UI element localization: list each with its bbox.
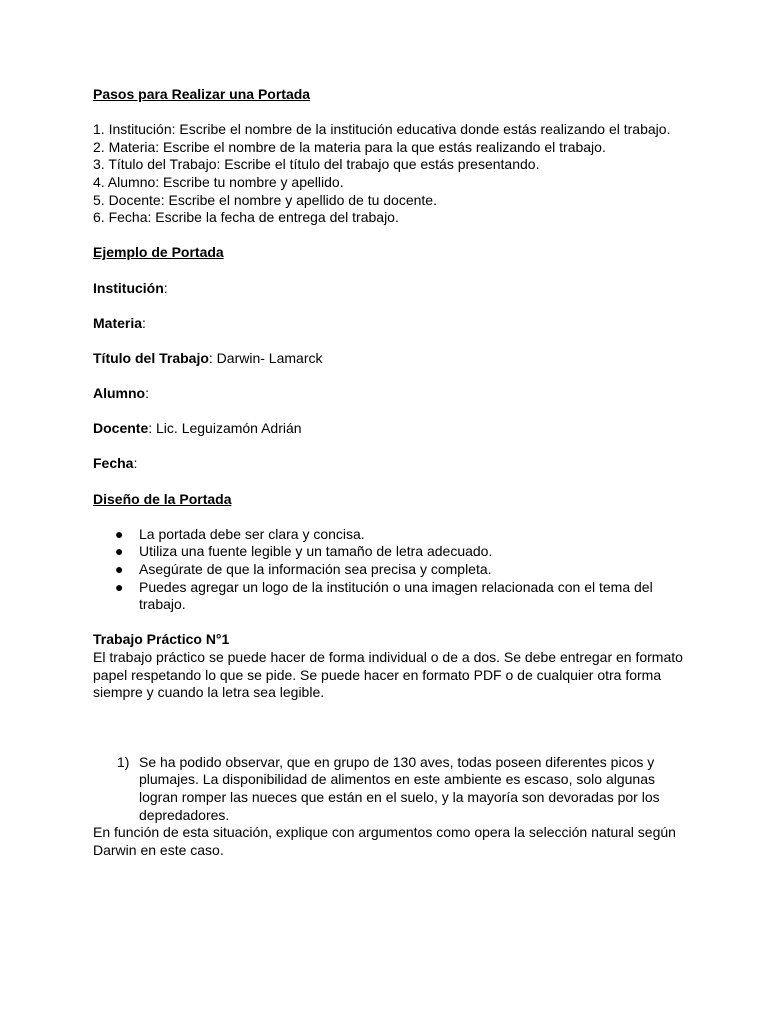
step-item: 5. Docente: Escribe el nombre y apellido de tu docente.	[93, 191, 437, 208]
field-label: Institución	[93, 279, 164, 296]
example-heading: Ejemplo de Portada	[93, 244, 224, 261]
field-label: Fecha	[93, 455, 134, 472]
field-separator: :	[133, 455, 138, 472]
bullet-text: La portada debe ser clara y concisa.	[139, 525, 365, 542]
field-separator: :	[145, 385, 149, 402]
step-item: 2. Materia: Escribe el nombre de la materia para la que estás realizando el trabajo.	[93, 138, 606, 155]
question-text: Se ha podido observar, que en grupo de 130 aves, todas poseen diferentes picos y plumajes. La disponibilidad de alimentos en este ambiente es escaso, solo algunas logran romper las nueces que están en el suelo, y la mayoría son devoradas por los depredadores.	[139, 753, 660, 823]
bullet-icon: ●	[115, 578, 124, 595]
step-item: 1. Institución: Escribe el nombre de la institución educativa donde estás realizando el trabajo.	[93, 121, 671, 138]
practical-body: El trabajo práctico se puede hacer de forma individual o de a dos. Se debe entregar en formato papel respetando lo que se pide. Se puede hacer en formato PDF o de cualquier otra forma siempre y cuando la letra sea legible.	[93, 649, 683, 701]
steps-heading: Pasos para Realizar una Portada	[93, 86, 311, 102]
step-item: 6. Fecha: Escribe la fecha de entrega del trabajo.	[93, 209, 399, 226]
list-item	[93, 579, 683, 614]
field-label: Docente	[93, 420, 149, 437]
step-item: 4. Alumno: Escribe tu nombre y apellido.	[93, 173, 344, 190]
field-value: Darwin- Lamarck	[212, 349, 323, 366]
list-item	[93, 543, 683, 561]
question-list	[93, 754, 683, 824]
closing-prompt: En función de esta situación, explique con argumentos como opera la selección natural según Darwin en este caso.	[93, 824, 676, 858]
bullet-icon: ●	[115, 543, 124, 560]
field-label: Alumno	[93, 385, 146, 402]
field-value: Lic. Leguizamón Adrián	[152, 420, 302, 437]
field-label: Materia	[93, 314, 143, 331]
design-heading: Diseño de la Portada	[93, 490, 232, 507]
field-label: Título del Trabajo	[93, 349, 209, 366]
bullet-text: Asegúrate de que la información sea precisa y completa.	[139, 561, 492, 578]
list-item	[93, 526, 683, 544]
field-separator: :	[163, 279, 168, 296]
question-number: 1)	[117, 753, 130, 770]
example-field-institucion	[93, 280, 683, 298]
bullet-icon: ●	[115, 525, 124, 542]
example-field-materia	[93, 315, 683, 333]
field-separator: :	[142, 314, 146, 331]
field-separator: :	[148, 420, 153, 437]
field-separator: :	[208, 349, 213, 366]
list-item	[93, 561, 683, 579]
design-bullet-list	[93, 526, 683, 614]
bullet-icon: ●	[115, 561, 124, 578]
bullet-text: Puedes agregar un logo de la institución o una imagen relacionada con el tema del trabajo.	[139, 578, 653, 613]
step-item: 3. Título del Trabajo: Escribe el título del trabajo que estás presentando.	[93, 156, 540, 173]
example-field-titulo	[93, 350, 683, 368]
practical-heading: Trabajo Práctico N°1	[93, 631, 230, 648]
question-item	[93, 754, 683, 824]
bullet-text: Utiliza una fuente legible y un tamaño de letra adecuado.	[139, 543, 493, 560]
steps-list	[93, 121, 683, 227]
document-content	[93, 86, 683, 859]
example-field-docente	[93, 420, 683, 438]
example-field-fecha	[93, 455, 683, 473]
example-field-alumno	[93, 385, 683, 403]
